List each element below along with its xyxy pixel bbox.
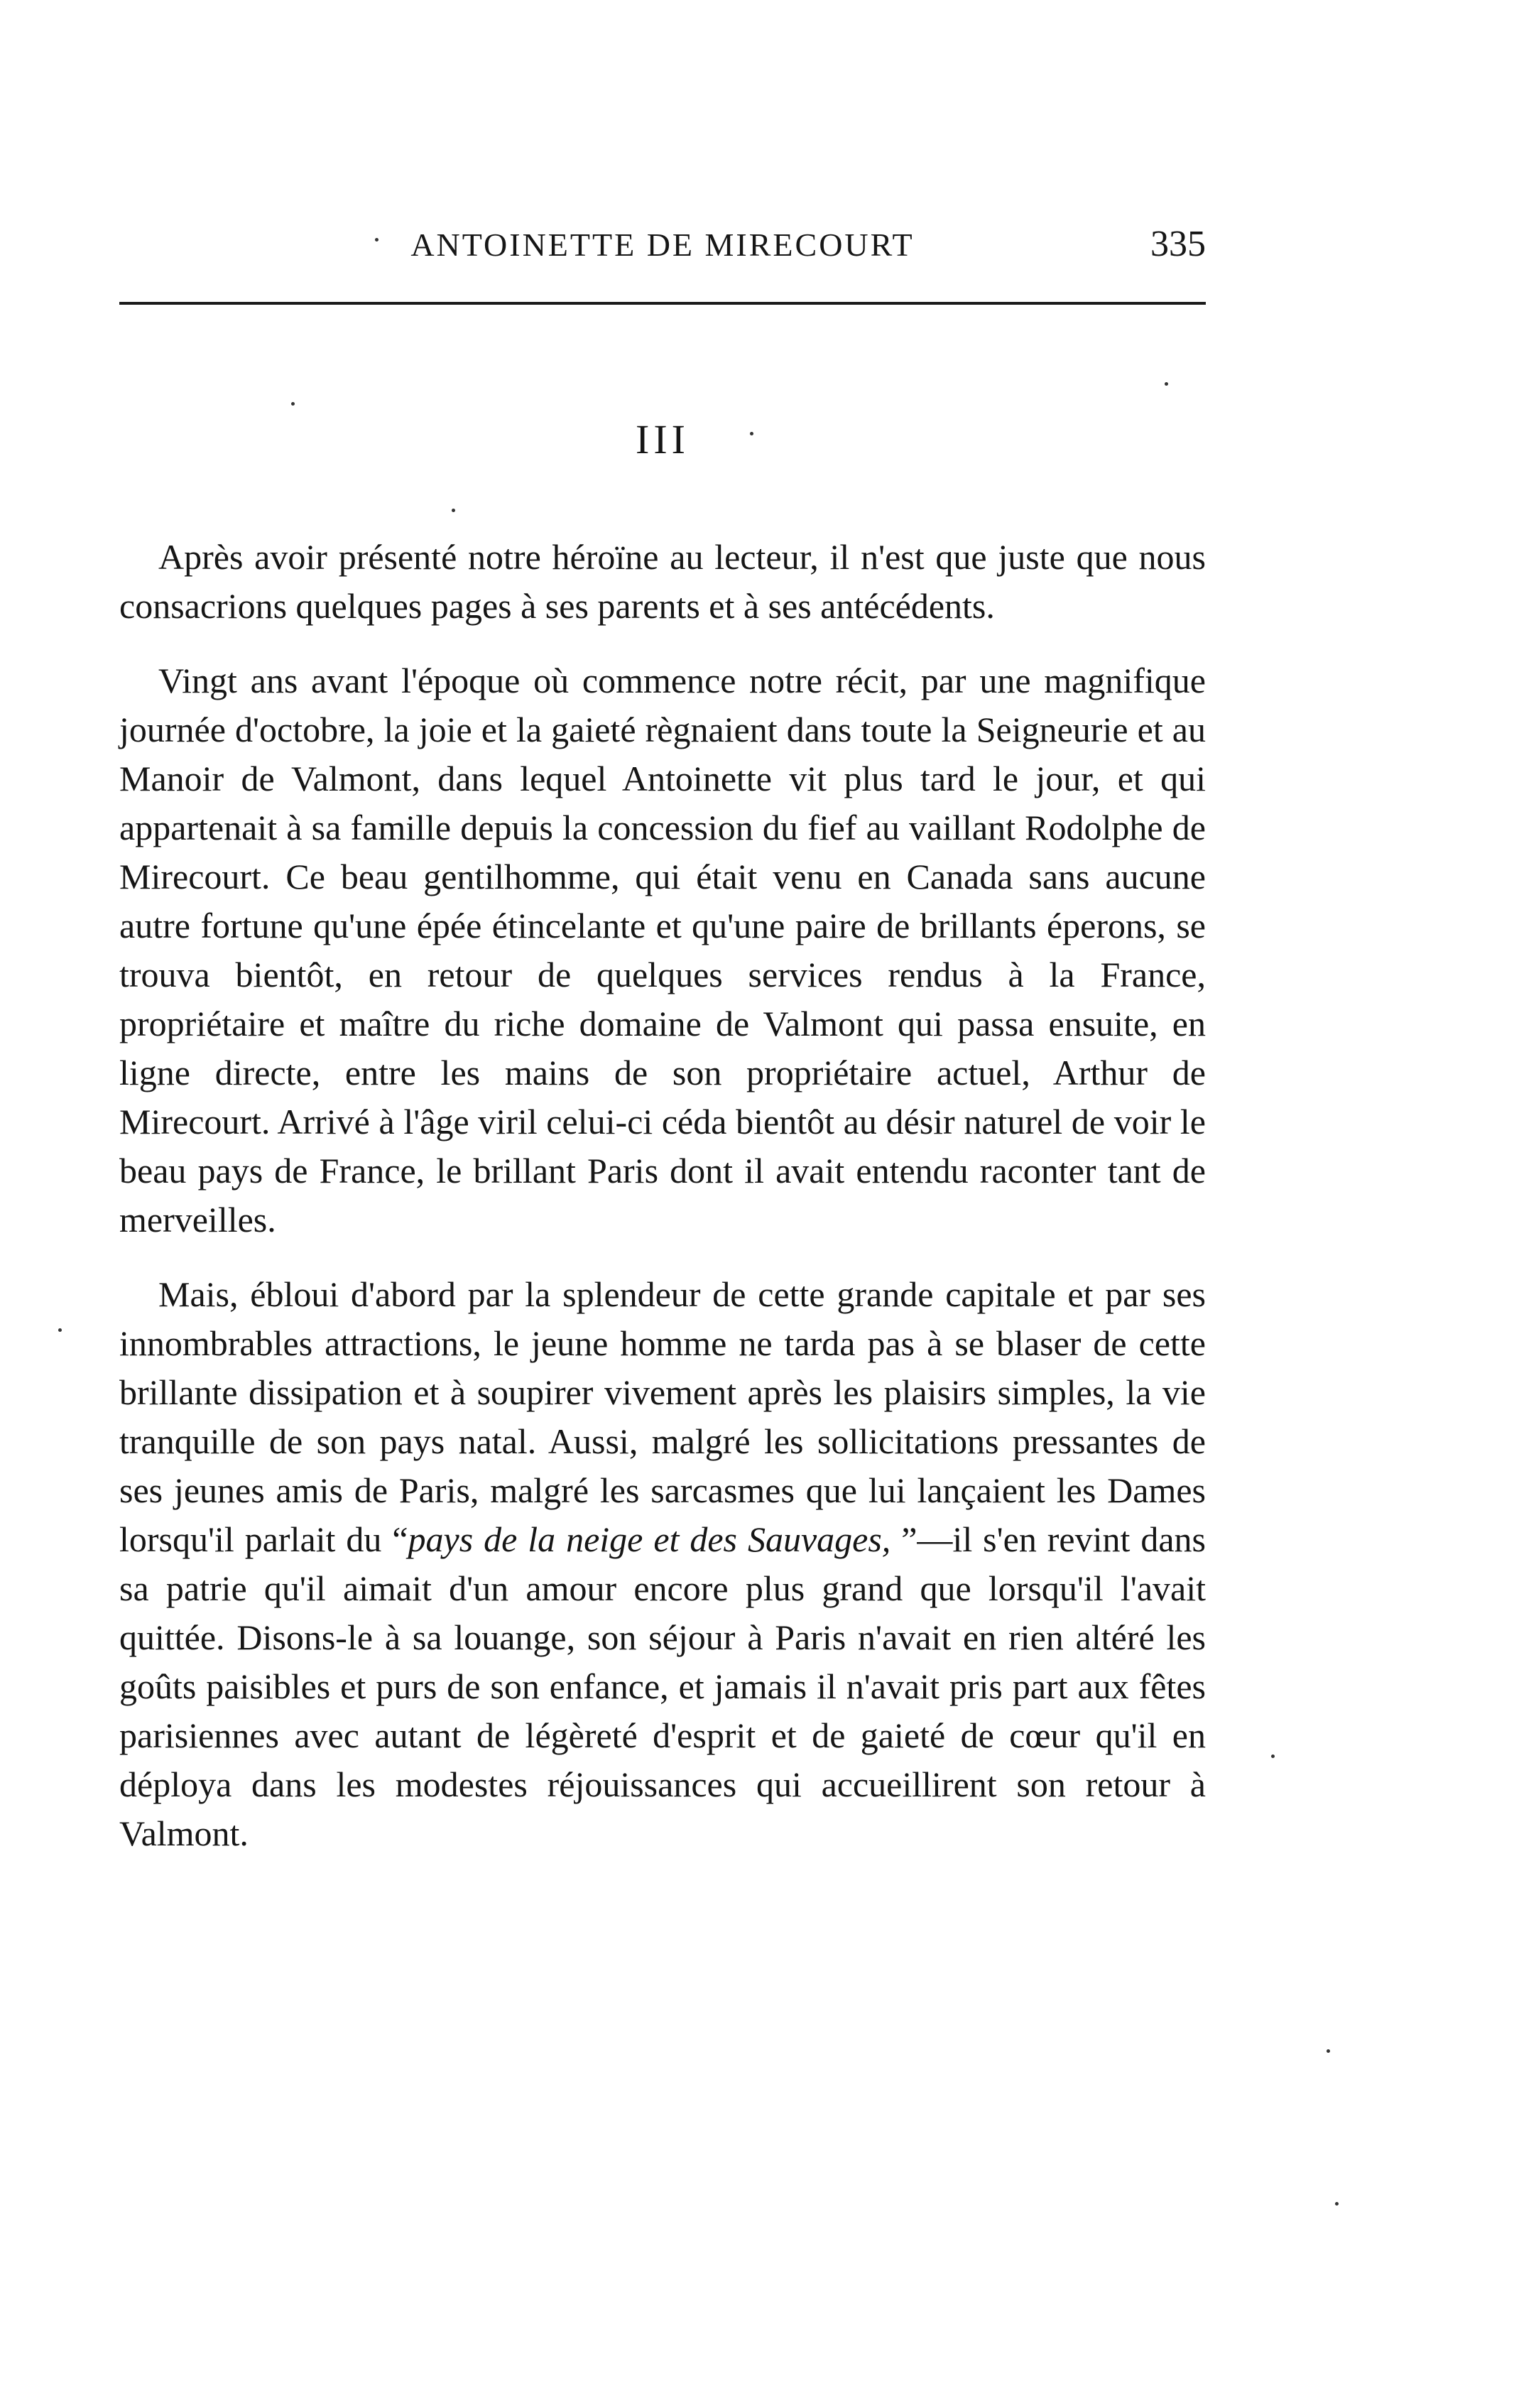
paragraph-3 <box>119 1270 1206 1858</box>
paragraph-2: Vingt ans avant l'époque où commence notre récit, par une magnifique journée d'octobre, la joie et la gaieté règnaient dans toute la Seigneurie et au Manoir de Valmont, dans lequel Antoinette vit plus tard le jour, et qui appartenait à sa famille depuis la concession du fief au vaillant Rodolphe de Mirecourt. Ce beau gentilhomme, qui était venu en Canada sans aucune autre fortune qu'une épée étincelante et qu'une paire de brillants éperons, se trouva bientôt, en retour de quelques services rendus à la France, propriétaire et maître du riche domaine de Valmont qui passa ensuite, en ligne directe, entre les mains de son propriétaire actuel, Arthur de Mirecourt. Arrivé à l'âge viril celui-ci céda bientôt au désir naturel de voir le beau pays de France, le brillant Paris dont il avait entendu raconter tant de merveilles. <box>119 661 1206 1240</box>
scan-speck <box>375 238 378 242</box>
scan-speck <box>1165 382 1168 386</box>
scan-speck <box>291 402 295 406</box>
scan-speck <box>1327 2049 1330 2053</box>
body-text <box>119 533 1206 1884</box>
header-rule <box>119 302 1206 305</box>
paragraph-3-text-before: Mais, ébloui d'abord par la splendeur de cette grande capitale et par ses innombrables attractions, le jeune homme ne tarda pas à se blaser de cette brillante dissipation et à soupirer vivement après les plaisirs simples, la vie tranquille de son pays natal. Aussi, malgré les sollicitations pressantes de ses jeunes amis de Paris, malgré les sarcasmes que lui lançaient les Dames lorsqu'il parlait du “ <box>119 1274 1206 1559</box>
running-head <box>119 220 1206 277</box>
scan-speck <box>1271 1755 1275 1758</box>
scan-speck <box>750 432 753 435</box>
scan-speck <box>452 509 455 512</box>
scan-speck <box>1335 2202 1339 2206</box>
paragraph-1: Après avoir présenté notre héroïne au lecteur, il n'est que juste que nous consacrions quelques pages à ses parents et à ses antécédents. <box>119 537 1206 626</box>
scan-speck <box>58 1328 62 1332</box>
running-title: ANTOINETTE DE MIRECOURT <box>410 227 915 263</box>
paragraph-3-text-after: ”—il s'en revint dans sa patrie qu'il aimait d'un amour encore plus grand que lorsqu'il l'avait quittée. Disons-le à sa louange, son séjour à Paris n'avait en rien altéré les goûts paisibles et purs de son enfance, et jamais il n'avait pris part aux fêtes parisiennes avec autant de légèreté d'esprit et de gaieté de cœur qu'il en déploya dans les modestes réjouissances qui accueillirent son retour à Valmont. <box>119 1519 1206 1853</box>
page-number: 335 <box>1150 224 1206 264</box>
chapter-heading: III <box>636 416 690 462</box>
paragraph-3-italic-quote: pays de la neige et des Sauvages, <box>408 1519 891 1559</box>
